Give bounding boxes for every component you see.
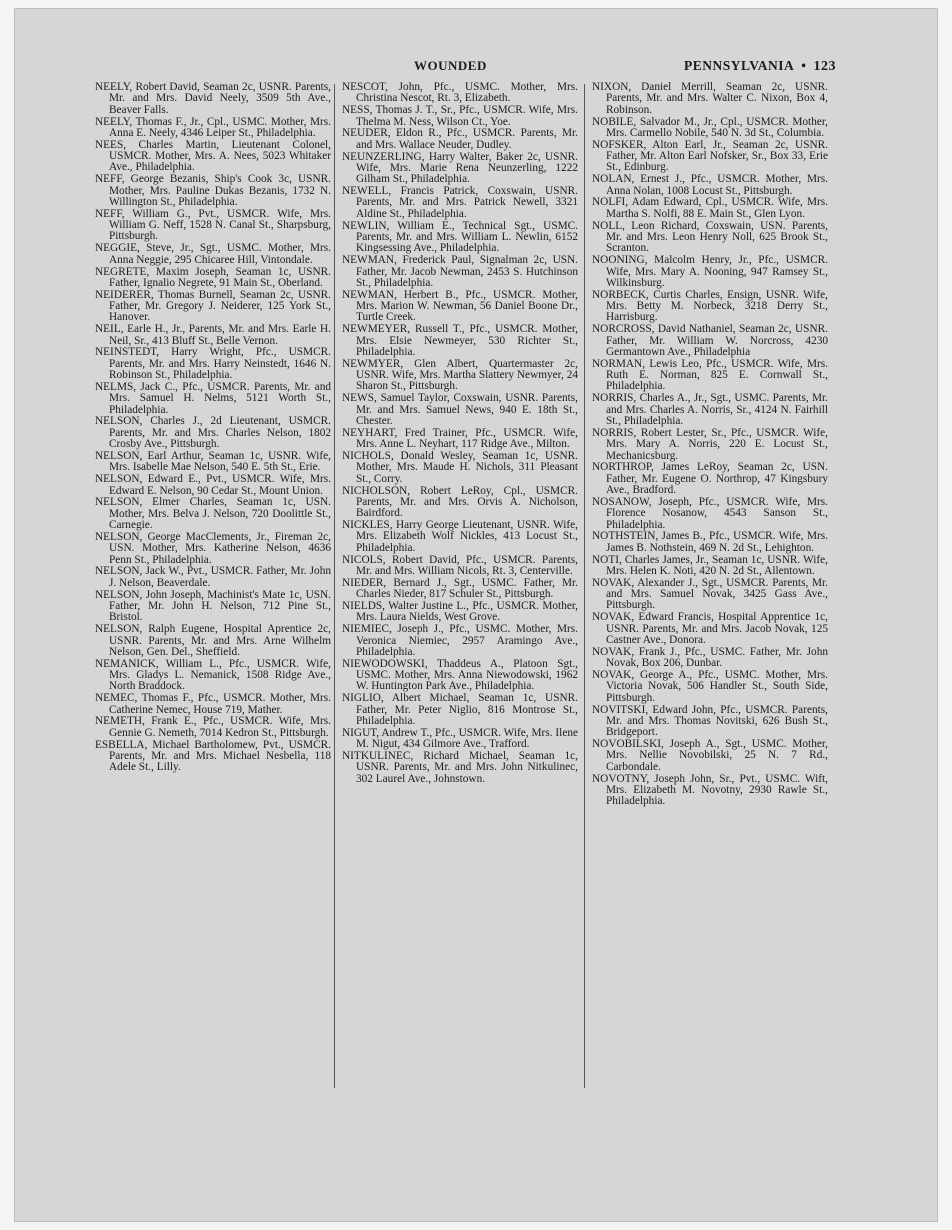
column-1	[95, 82, 331, 774]
casualty-entry: NEMETH, Frank E., Pfc., USMCR. Wife, Mrs. Gennie G. Nemeth, 7014 Kedron St., Pittsburgh.	[95, 715, 331, 739]
casualty-entry: NEUNZERLING, Harry Walter, Baker 2c, USNR. Wife, Mrs. Marie Rena Neunzerling, 1222 Gilham St., Philadelphia.	[342, 150, 578, 186]
casualty-entry: NEUDER, Eldon R., Pfc., USMCR. Parents, Mr. and Mrs. Wallace Neuder, Dudley.	[342, 127, 578, 151]
header-right	[684, 58, 836, 75]
casualty-entry: NEWMAN, Herbert B., Pfc., USMCR. Mother, Mrs. Marion W. Newman, 56 Daniel Boone Dr., Turtle Creek.	[342, 288, 578, 324]
casualty-entry: NICKLES, Harry George Lieutenant, USNR. Wife, Mrs. Elizabeth Wolf Nickles, 413 Locust St., Philadelphia.	[342, 519, 578, 554]
casualty-entry: NEYHART, Fred Trainer, Pfc., USMCR. Wife, Mrs. Anne L. Neyhart, 117 Ridge Ave., Milton.	[342, 426, 578, 451]
casualty-entry: NELMS, Jack C., Pfc., USMCR. Parents, Mr. and Mrs. Samuel H. Nelms, 5121 Worth St., Philadelphia.	[95, 380, 331, 416]
casualty-entry: NEGRETE, Maxim Joseph, Seaman 1c, USNR. Father, Ignalio Negrete, 91 Main St., Oberland.	[95, 265, 331, 289]
column-2	[342, 82, 578, 785]
casualty-entry: NOFSKER, Alton Earl, Jr., Seaman 2c, USNR. Father, Mr. Alton Earl Nofsker, Sr., Box 33, Erie St., Edinburg.	[592, 138, 828, 174]
casualty-entry: NELSON, John Joseph, Machinist's Mate 1c, USN. Father, Mr. John H. Nelson, 712 Pine St., Bristol.	[95, 588, 331, 624]
header-bullet: •	[801, 58, 807, 73]
casualty-entry: NESS, Thomas J. T., Sr., Pfc., USMCR. Wife, Mrs. Thelma M. Ness, Wilson Ct., Yoe.	[342, 104, 578, 128]
casualty-entry: NEWS, Samuel Taylor, Coxswain, USNR. Parents, Mr. and Mrs. Samuel News, 940 E. 18th St., Chester.	[342, 392, 578, 427]
casualty-entry: NICHOLSON, Robert LeRoy, Cpl., USMCR. Parents, Mr. and Mrs. Orvis A. Nicholson, Bairdford.	[342, 484, 578, 520]
section-title: WOUNDED	[414, 58, 487, 73]
casualty-entry: NOBILE, Salvador M., Jr., Cpl., USMCR. Mother, Mrs. Carmello Nobile, 540 N. 3d St., Columbia.	[592, 115, 828, 139]
casualty-entry: NELSON, Earl Arthur, Seaman 1c, USNR. Wife, Mrs. Isabelle Mae Nelson, 540 E. 5th St., Erie.	[95, 450, 331, 474]
casualty-entry: NOVOBILSKI, Joseph A., Sgt., USMC. Mother, Mrs. Nellie Novobilski, 25 N. 7 Rd., Carbondale.	[592, 738, 828, 773]
casualty-entry: NELSON, Charles J., 2d Lieutenant, USMCR. Parents, Mr. and Mrs. Charles Nelson, 1802 Crosby Ave., Pittsburgh.	[95, 415, 331, 451]
casualty-entry: NOLL, Leon Richard, Coxswain, USN. Parents, Mr. and Mrs. Leon Henry Noll, 625 Brook St., Scranton.	[592, 219, 828, 255]
casualty-entry: NOVAK, George A., Pfc., USMC. Mother, Mrs. Victoria Novak, 506 Handler St., South Side, Pittsburgh.	[592, 669, 828, 704]
casualty-entry: NIEMIEC, Joseph J., Pfc., USMC. Mother, Mrs. Veronica Niemiec, 2957 Aramingo Ave., Philadelphia.	[342, 623, 578, 658]
casualty-entry: NIXON, Daniel Merrill, Seaman 2c, USNR. Parents, Mr. and Mrs. Walter C. Nixon, Box 4, Robinson.	[592, 81, 828, 116]
casualty-entry: NOVAK, Frank J., Pfc., USMC. Father, Mr. John Novak, Box 206, Dunbar.	[592, 645, 828, 670]
casualty-entry: NOVOTNY, Joseph John, Sr., Pvt., USMC. Wift, Mrs. Elizabeth M. Novotny, 2930 Rawle St., Philadelphia.	[592, 772, 828, 808]
casualty-entry: NITKULINEC, Richard Michael, Seaman 1c, USNR. Parents, Mr. and Mrs. John Nitkulinec, 302 Laurel Ave., Johnstown.	[342, 749, 578, 785]
casualty-entry: NICHOLS, Donald Wesley, Seaman 1c, USNR. Mother, Mrs. Maude H. Nichols, 311 Pleasant St., Corry.	[342, 450, 578, 485]
casualty-entry: NOVAK, Edward Francis, Hospital Apprentice 1c, USNR. Parents, Mr. and Mrs. Jacob Novak, 125 Castner Ave., Donora.	[592, 611, 828, 646]
casualty-entry: NELSON, George MacClements, Jr., Fireman 2c, USN. Mother, Mrs. Katherine Nelson, 4636 Penn St., Philadelphia.	[95, 530, 331, 566]
casualty-entry: NEWLIN, William E., Technical Sgt., USMC. Parents, Mr. and Mrs. William L. Newlin, 6152 Kingsessing Ave., Philadelphia.	[342, 219, 578, 255]
casualty-entry: NEIDERER, Thomas Burnell, Seaman 2c, USNR. Father, Mr. Gregory J. Neiderer, 125 York St., Hanover.	[95, 288, 331, 324]
casualty-entry: NELSON, Jack W., Pvt., USMCR. Father, Mr. John J. Nelson, Beaverdale.	[95, 565, 331, 589]
casualty-entry: NEFF, William G., Pvt., USMCR. Wife, Mrs. William G. Neff, 1528 N. Canal St., Sharpsburg, Pittsburgh.	[95, 207, 331, 243]
casualty-entry: NEWELL, Francis Patrick, Coxswain, USNR. Parents, Mr. and Mrs. Patrick Newell, 3321 Aldine St., Philadelphia.	[342, 185, 578, 220]
casualty-entry: NEELY, Robert David, Seaman 2c, USNR. Parents, Mr. and Mrs. David Neely, 3509 5th Ave., Beaver Falls.	[95, 81, 331, 116]
state-title: PENNSYLVANIA	[683, 58, 795, 73]
casualty-entry: NEWMAN, Frederick Paul, Signalman 2c, USN. Father, Mr. Jacob Newman, 2453 S. Hutchinson St., Philadelphia.	[342, 254, 578, 289]
casualty-entry: NEES, Charles Martin, Lieutenant Colonel, USMCR. Mother, Mrs. A. Nees, 5023 Whitaker Ave., Philadelphia.	[95, 138, 331, 174]
casualty-entry: NORTHROP, James LeRoy, Seaman 2c, USN. Father, Mr. Eugene O. Northrop, 47 Kingsbury Ave., Bradford.	[592, 461, 828, 497]
casualty-entry: NIEDER, Bernard J., Sgt., USMC. Father, Mr. Charles Nieder, 817 Schuler St., Pittsburgh.	[342, 576, 578, 601]
casualty-entry: NEELY, Thomas F., Jr., Cpl., USMC. Mother, Mrs. Anna E. Neely, 4346 Leiper St., Philadelphia.	[95, 115, 331, 139]
casualty-entry: NORBECK, Curtis Charles, Ensign, USNR. Wife, Mrs. Betty M. Norbeck, 3218 Derry St., Harrisburg.	[592, 288, 828, 324]
casualty-entry: NOONING, Malcolm Henry, Jr., Pfc., USMCR. Wife, Mrs. Mary A. Nooning, 947 Ramsey St., Wilkinsburg.	[592, 254, 828, 289]
page-number: 123	[813, 59, 836, 74]
casualty-entry: NICOLS, Robert David, Pfc., USMCR. Parents, Mr. and Mrs. William Nicols, Rt. 3, Centerville.	[342, 553, 578, 577]
casualty-entry: NOVAK, Alexander J., Sgt., USMCR. Parents, Mr. and Mrs. Samuel Novak, 3425 Gass Ave., Pittsburgh.	[592, 576, 828, 612]
casualty-entry: NELSON, Edward E., Pvt., USMCR. Wife, Mrs. Edward E. Nelson, 90 Cedar St., Mount Union.	[95, 473, 331, 497]
column-divider-2	[584, 84, 585, 1088]
casualty-entry: NIGUT, Andrew T., Pfc., USMCR. Wife, Mrs. Ilene M. Nigut, 434 Gilmore Ave., Trafford.	[342, 726, 578, 751]
page-header	[96, 58, 836, 80]
casualty-entry: NEGGIE, Steve, Jr., Sgt., USMC. Mother, Mrs. Anna Neggie, 295 Chicaree Hill, Vintondale.	[95, 242, 331, 266]
casualty-entry: NOLFI, Adam Edward, Cpl., USMCR. Wife, Mrs. Martha S. Nolfi, 88 E. Main St., Glen Lyon.	[592, 196, 828, 220]
casualty-entry: NORMAN, Lewis Leo, Pfc., USMCR. Wife, Mrs. Ruth E. Norman, 825 E. Cornwall St., Philadelphia.	[592, 357, 828, 393]
casualty-entry: NORCROSS, David Nathaniel, Seaman 2c, USNR. Father, Mr. William W. Norcross, 4230 Germantown Ave., Philadelphia	[592, 323, 828, 358]
casualty-entry: NOTHSTEIN, James B., Pfc., USMCR. Wife, Mrs. James B. Nothstein, 469 N. 2d St., Lehighton.	[592, 530, 828, 554]
casualty-entry: NESCOT, John, Pfc., USMC. Mother, Mrs. Christina Nescot, Rt. 3, Elizabeth.	[342, 81, 578, 105]
casualty-entry: NIELDS, Walter Justine L., Pfc., USMCR. Mother, Mrs. Laura Nields, West Grove.	[342, 599, 578, 624]
casualty-entry: NIEWODOWSKI, Thaddeus A., Platoon Sgt., USMC. Mother, Mrs. Anna Niewodowski, 1962 W. Huntington Park Ave., Philadelphia.	[342, 657, 578, 693]
casualty-entry: NEFF, George Bezanis, Ship's Cook 3c, USNR. Mother, Mrs. Pauline Dukas Bezanis, 1732 N. Willington St., Philadelphia.	[95, 173, 331, 208]
casualty-entry: NEMANICK, William L., Pfc., USMCR. Wife, Mrs. Gladys L. Nemanick, 1508 Ridge Ave., North Braddock.	[95, 657, 331, 693]
casualty-entry: NELSON, Ralph Eugene, Hospital Aprentice 2c, USNR. Parents, Mr. and Mrs. Arne Wilhelm Nelson, Gen. Del., Sheffield.	[95, 623, 331, 658]
casualty-entry: NEWMYER, Glen Albert, Quartermaster 2c, USNR. Wife, Mrs. Martha Slattery Newmyer, 24 Sharon St., Pittsburgh.	[342, 357, 578, 393]
casualty-entry: NELSON, Elmer Charles, Seaman 1c, USN. Mother, Mrs. Belva J. Nelson, 720 Doolittle St., Carnegie.	[95, 496, 331, 532]
casualty-entry: NORRIS, Charles A., Jr., Sgt., USMC. Parents, Mr. and Mrs. Charles A. Norris, Sr., 4124 N. Fairhill St., Philadelphia.	[592, 392, 828, 427]
casualty-entry: NORRIS, Robert Lester, Sr., Pfc., USMCR. Wife, Mrs. Mary A. Norris, 220 E. Locust St., Mechanicsburg.	[592, 426, 828, 462]
casualty-entry: NIGLIO, Albert Michael, Seaman 1c, USNR. Father, Mr. Peter Niglio, 816 Montrose St., Philadelphia.	[342, 692, 578, 727]
casualty-entry: NEINSTEDT, Harry Wright, Pfc., USMCR. Parents, Mr. and Mrs. Harry Neinstedt, 1646 N. Robinson St., Philadelphia.	[95, 346, 331, 382]
column-divider-1	[334, 84, 335, 1088]
casualty-entry: NEIL, Earle H., Jr., Parents, Mr. and Mrs. Earle H. Neil, Sr., 413 Bluff St., Belle Vernon.	[95, 323, 331, 347]
column-3	[592, 82, 828, 808]
casualty-entry: NEWMEYER, Russell T., Pfc., USMCR. Mother, Mrs. Elsie Newmeyer, 530 Richter St., Philadelphia.	[342, 323, 578, 358]
casualty-entry: NOVITSKI, Edward John, Pfc., USMCR. Parents, Mr. and Mrs. Thomas Novitski, 626 Bush St., Bridgeport.	[592, 703, 828, 739]
casualty-entry: NOTI, Charles James, Jr., Seaman 1c, USNR. Wife, Mrs. Helen K. Noti, 420 N. 2d St., Allentown.	[592, 553, 828, 577]
casualty-entry: ESBELLA, Michael Bartholomew, Pvt., USMCR. Parents, Mr. and Mrs. Michael Nesbella, 118 Adele St., Lilly.	[95, 738, 331, 774]
casualty-entry: NOLAN, Ernest J., Pfc., USMCR. Mother, Mrs. Anna Nolan, 1008 Locust St., Pittsburgh.	[592, 173, 828, 197]
casualty-entry: NOSANOW, Joseph, Pfc., USMCR. Wife, Mrs. Florence Nosanow, 4543 Sanson St., Philadelphia.	[592, 495, 828, 531]
casualty-entry: NEMEC, Thomas F., Pfc., USMCR. Mother, Mrs. Catherine Nemec, House 719, Mather.	[95, 692, 331, 716]
